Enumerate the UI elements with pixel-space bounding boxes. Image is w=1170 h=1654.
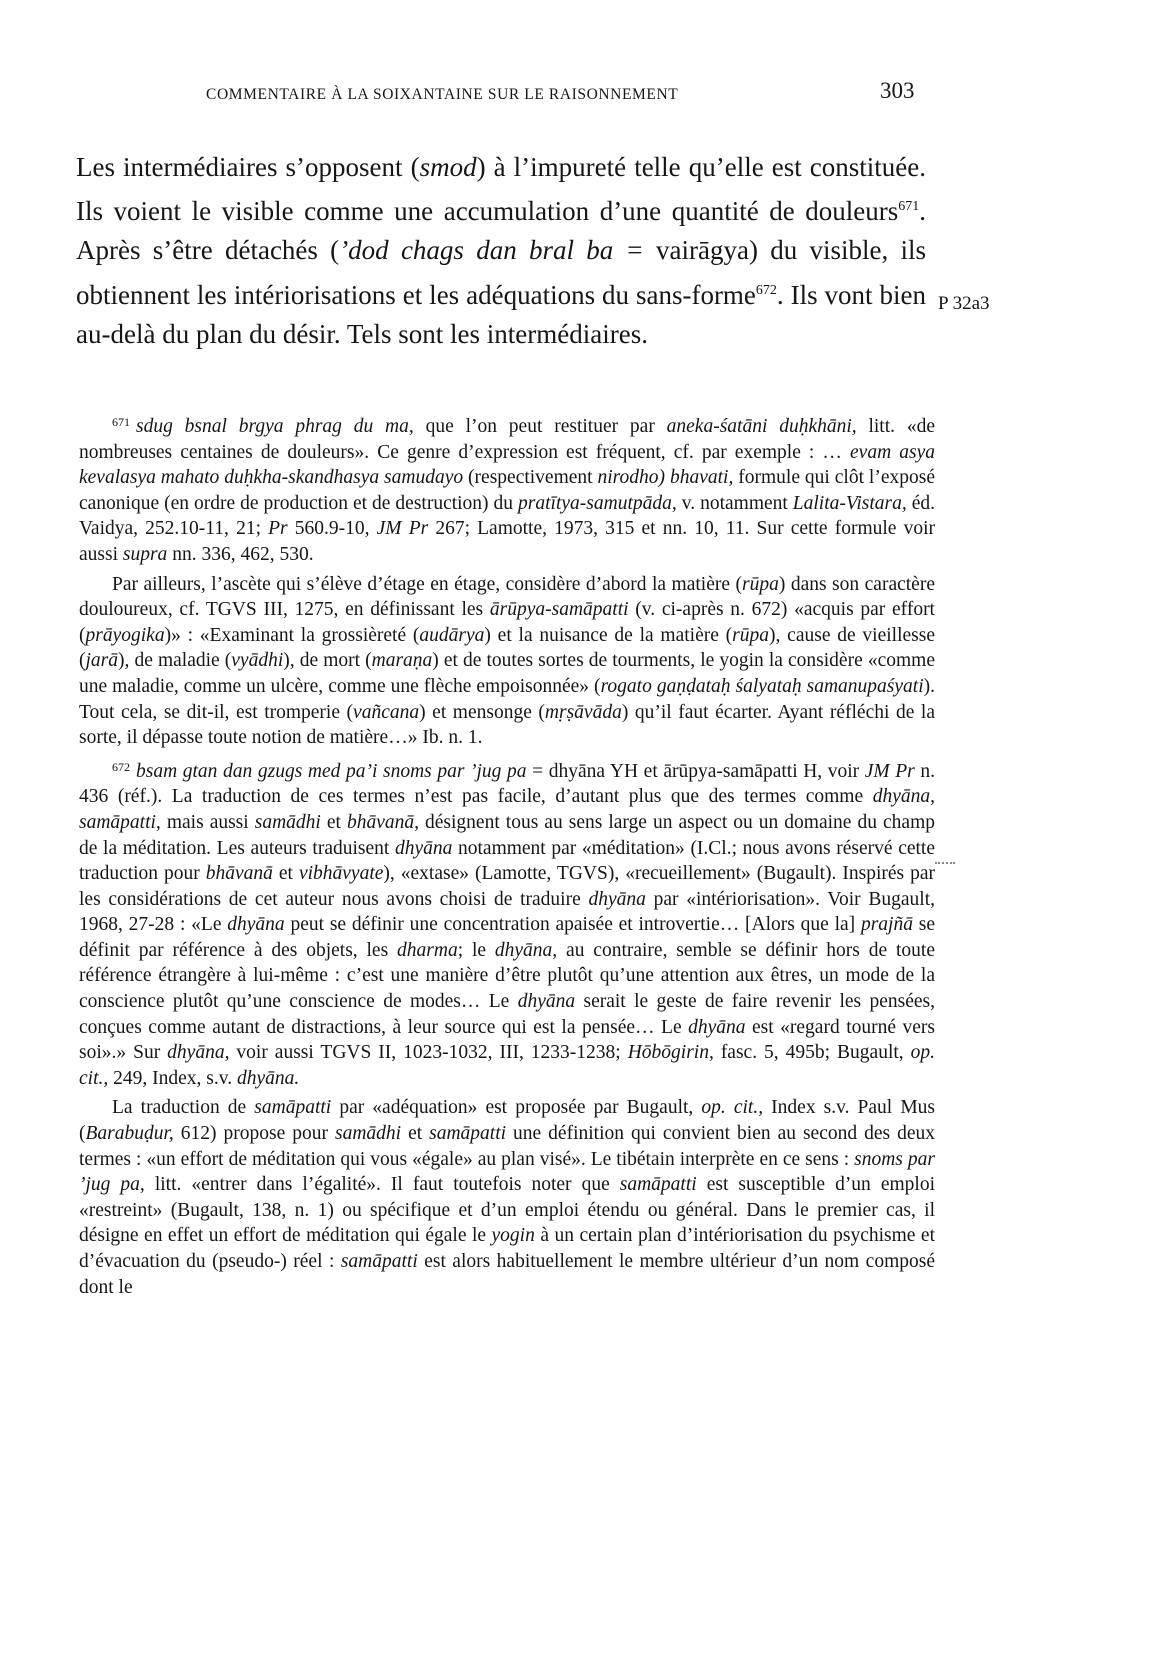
running-title: COMMENTAIRE À LA SOIXANTAINE SUR LE RAISONNEMENT: [206, 86, 679, 103]
page-number: 303: [880, 78, 915, 103]
main-paragraph: Les intermédiaires s’opposent (smod) à l’impureté telle qu’elle est constituée. Ils voient le visible comme une accumulation d’une quantité de douleurs$^{671}$. Après s’être détachés (’dod chags dan bral ba = vairāgya) du visible, ils obtiennent les intériorisations et les adéquations du sans-forme$^{672}$. Ils vont bien au-delà du plan du désir. Tels sont les intermédiaires.: [76, 152, 926, 349]
margin-dots: [935, 862, 955, 866]
footnote-ref-671[interactable]: 671: [898, 199, 920, 215]
margin-reference: P 32a3: [938, 293, 990, 314]
footnote-672-paragraph-2: La traduction de samāpatti par «adéquation» est proposée par Bugault, op. cit., Index s.v. Paul Mus (Barabuḍur, 612) propose pour samādhi et samāpatti une définition qui convient bien au second des deux termes : «un effort de méditation qui vous «égale» au plan visé». Le tibétain interprète en ce sens : snoms par ’jug pa, litt. «entrer dans l’égalité». Il faut toutefois noter que samāpatti est susceptible d’un emploi «restreint» (Bugault, 138, n. 1) ou spécifique et d’un emploi étendu ou général. Dans le premier cas, il désigne en effet un effort de méditation qui égale le yogin à un certain plan d’intériorisation du psychisme et d’évacuation du (pseudo-) réel : samāpatti est alors habituellement le membre ultérieur d’un nom composé dont le: [79, 1097, 935, 1298]
footnotes: [79, 410, 935, 1304]
footnote-number: 671: [112, 415, 130, 429]
footnote-671-paragraph-2: Par ailleurs, l’ascète qui s’élève d’étage en étage, considère d’abord la matière (rūpa) dans son caractère douloureux, cf. TGVS III, 1275, en définissant les ārūpya-samāpatti (v. ci-après n. 672) «acquis par effort (prāyogika)» : «Examinant la grossièreté (audārya) et la nuisance de la matière (rūpa), cause de vieillesse (jarā), de maladie (vyādhi), de mort (maraṇa) et de toutes sortes de tourments, le yogin la considère «comme une maladie, comme un ulcère, comme une flèche empoisonnée» (rogato gaṇḍataḥ śalyataḥ samanupaśyati). Tout cela, se dit-il, est tromperie (vañcana) et mensonge (mṛṣāvāda) qu’il faut écarter. Ayant réfléchi de la sorte, il dépasse toute notion de matière…» Ib. n. 1.: [79, 573, 935, 749]
footnote-ref-672[interactable]: 672: [755, 282, 777, 298]
footnote-672: $^{672}$ bsam gtan dan gzugs med pa’i snoms par ’jug pa = dhyāna YH et ārūpya-samāpatti H, voir JM Pr n. 436 (réf.). La traduction de ces termes n’est pas facile, d’autant plus que des termes comme dhyāna, samāpatti, mais aussi samādhi et bhāvanā, désignent tous au sens large un aspect ou un domaine du champ de la méditation. Les auteurs traduisent dhyāna notamment par «méditation» (I.Cl.; nous avons réservé cette traduction pour bhāvanā et vibhāvyate), «extase» (Lamotte, TGVS), «recueillement» (Bugault). Inspirés par les considérations de cet auteur nous avons choisi de traduire dhyāna par «intériorisation». Voir Bugault, 1968, 27-28 : «Le dhyāna peut se définir une concentration apaisée et introvertie… [Alors que la] prajñā se définit par référence à des objets, les dharma; le dhyāna, au contraire, semble se définir hors de toute référence étrangère à lui-même : c’est une manière d’être plutôt qu’une attention aux êtres, un mode de la conscience plutôt qu’une conscience de modes… Le dhyāna serait le geste de faire revenir les pensées, conçues comme autant de distractions, à leur source qui est la pensée… Le dhyāna est «regard tourné vers soi».» Sur dhyāna, voir aussi TGVS II, 1023-1032, III, 1233-1238; Hōbōgirin, fasc. 5, 495b; Bugault, op. cit., 249, Index, s.v. dhyāna.: [79, 759, 936, 1089]
footnote-671: $^{671}$ sdug bsnal brgya phrag du ma, que l’on peut restituer par aneka-śatāni duḥkhāni, litt. «de nombreuses centaines de douleurs». Ce genre d’expression est fréquent, cf. par exemple : … evam asya kevalasya mahato duḥkha-skandhasya samudayo (respectivement nirodho) bhavati, formule qui clôt l’exposé canonique (en ordre de production et de destruction) du pratītya-samutpāda, v. notamment Lalita-Vistara, éd. Vaidya, 252.10-11, 21; Pr 560.9-10, JM Pr 267; Lamotte, 1973, 315 et nn. 10, 11. Sur cette formule voir aussi supra nn. 336, 462, 530.: [79, 415, 936, 565]
footnote-number: 672: [112, 759, 130, 774]
